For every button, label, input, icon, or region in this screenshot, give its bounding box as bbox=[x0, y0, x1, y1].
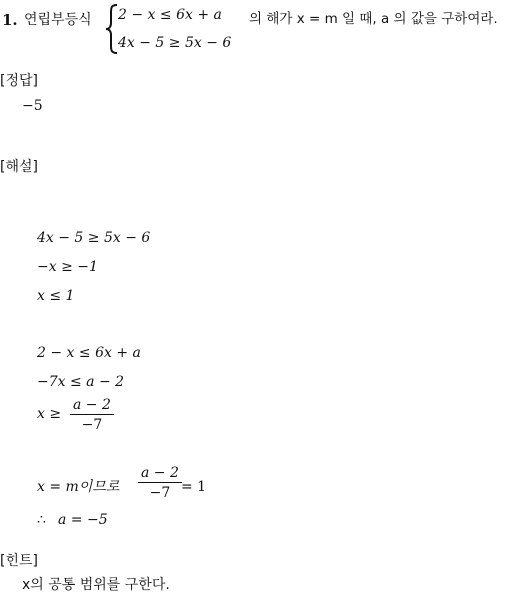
step2-fraction bbox=[70, 398, 114, 432]
hint-text: x의 공통 범위를 구한다. bbox=[22, 577, 170, 593]
problem-number: 1. bbox=[2, 11, 18, 29]
fraction-numerator: a − 2 bbox=[141, 465, 179, 481]
explanation-header: [해설] bbox=[0, 159, 38, 175]
fraction-denominator: −7 bbox=[149, 485, 171, 501]
therefore-symbol: ∴ bbox=[37, 512, 46, 528]
step2-fraction-lhs: x ≥ bbox=[37, 406, 62, 422]
system-brace-icon bbox=[105, 4, 119, 54]
problem-suffix: 의 해가 x = m 일 때, a 의 값을 구하여라. bbox=[249, 11, 498, 27]
answer-value: −5 bbox=[22, 98, 43, 114]
fraction-denominator: −7 bbox=[81, 417, 103, 433]
step3-rhs: = 1 bbox=[181, 479, 207, 495]
step3-lhs: x = m이므로 bbox=[37, 479, 120, 495]
hint-header: [힌트] bbox=[0, 553, 38, 569]
problem-prefix: 연립부등식 bbox=[24, 12, 92, 28]
step1-line2: −x ≥ −1 bbox=[37, 259, 98, 275]
step2-line2: −7x ≤ a − 2 bbox=[37, 374, 125, 390]
conclusion: a = −5 bbox=[58, 512, 108, 528]
fraction-numerator: a − 2 bbox=[73, 397, 111, 413]
inequality-1: 2 − x ≤ 6x + a bbox=[118, 7, 222, 23]
answer-header: [정답] bbox=[0, 73, 38, 89]
step3-fraction bbox=[138, 466, 182, 500]
step1-line1: 4x − 5 ≥ 5x − 6 bbox=[37, 230, 151, 246]
step1-line3: x ≤ 1 bbox=[37, 288, 75, 304]
step2-line1: 2 − x ≤ 6x + a bbox=[37, 345, 141, 361]
inequality-2: 4x − 5 ≥ 5x − 6 bbox=[118, 35, 232, 51]
